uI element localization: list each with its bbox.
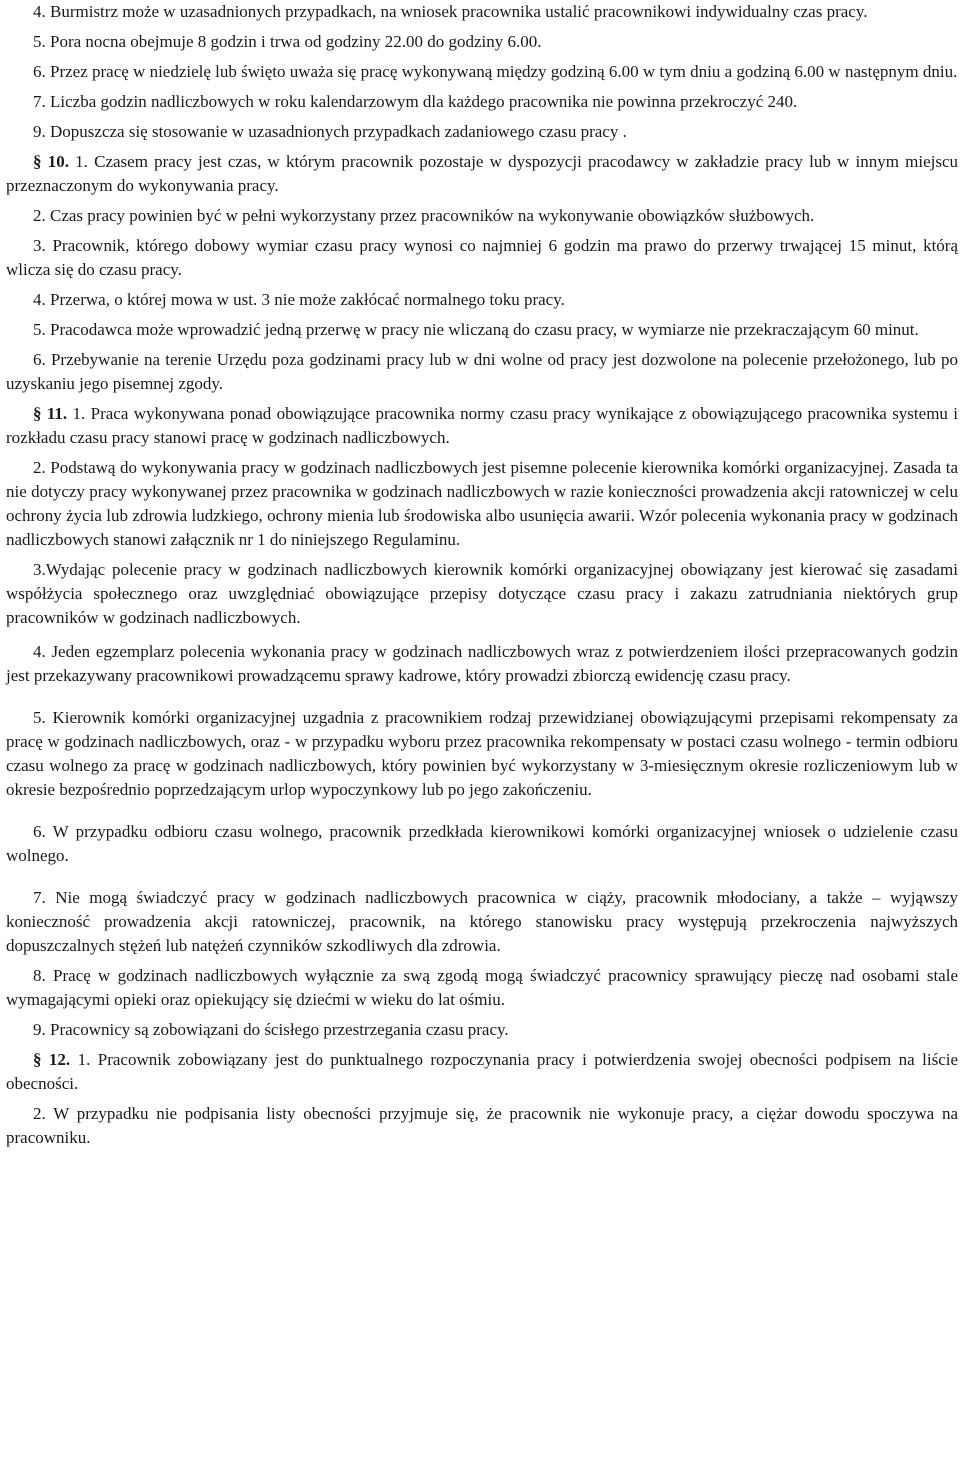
paragraph xyxy=(6,886,958,958)
paragraph-number: 7. xyxy=(33,888,46,907)
paragraph-text: Czasem pracy jest czas, w którym pracownik pozostaje w dyspozycji pracodawcy w zakładzie pracy lub w innym miejscu przeznaczonym do wykonywania pracy. xyxy=(6,152,959,195)
paragraph-number: 2. xyxy=(33,1104,46,1123)
paragraph-number: 9. xyxy=(33,122,46,141)
paragraph-text: W przypadku nie podpisania listy obecności przyjmuje się, że pracownik nie wykonuje pracy, a ciężar dowodu spoczywa na pracowniku. xyxy=(6,1104,958,1147)
paragraph-number: 1. xyxy=(70,1050,91,1069)
paragraph xyxy=(6,234,958,282)
paragraph xyxy=(6,640,958,688)
paragraph xyxy=(6,1018,958,1042)
section-number: § 12. xyxy=(33,1050,71,1069)
paragraph xyxy=(6,964,958,1012)
paragraph-number: 1. xyxy=(67,404,86,423)
paragraph-text: Przerwa, o której mowa w ust. 3 nie może zakłócać normalnego toku pracy. xyxy=(45,290,565,309)
paragraph-text: Praca wykonywana ponad obowiązujące pracownika normy czasu pracy wynikające z obowiązującego pracownika systemu i rozkładu czasu pracy stanowi pracę w godzinach nadliczbowych. xyxy=(6,404,958,447)
paragraph xyxy=(6,120,958,144)
paragraph xyxy=(6,456,958,552)
paragraph-text: Nie mogą świadczyć pracy w godzinach nadliczbowych pracownica w ciąży, pracownik młodociany, a także – wyjąwszy konieczność prowadzenia akcji ratowniczej, pracownik, na którego stanowisku pracy występują przekroczenia najwyższych dopuszczalnych stężeń lub natężeń czynników szkodliwych dla zdrowia. xyxy=(6,888,958,955)
paragraph-number: 3. xyxy=(33,560,46,579)
paragraph-text: Burmistrz może w uzasadnionych przypadkach, na wniosek pracownika ustalić pracownikowi indywidualny czas pracy. xyxy=(45,2,868,21)
paragraph xyxy=(6,348,958,396)
paragraph-text: Kierownik komórki organizacyjnej uzgadnia z pracownikiem rodzaj przewidzianej obowiązującymi przepisami rekompensaty za pracę w godzinach nadliczbowych, oraz - w przypadku wyboru przez pracownika rekompensaty w postaci czasu wolnego - termin odbioru czasu wolnego za pracę w godzinach nadliczbowych, który powinien być wykorzystany w 3-miesięcznym okresie rozliczeniowym lub w okresie bezpośrednio poprzedzającym urlop wypoczynkowy lub po jego zakończeniu. xyxy=(6,708,958,799)
paragraph-text: Pracę w godzinach nadliczbowych wyłącznie za swą zgodą mogą świadczyć pracownicy sprawujący pieczę nad osobami stale wymagającymi opieki oraz opiekujący się dziećmi w wieku do lat ośmiu. xyxy=(6,966,958,1009)
paragraph-text: Pracownik, którego dobowy wymiar czasu pracy wynosi co najmniej 6 godzin ma prawo do przerwy trwającej 15 minut, którą wlicza się do czasu pracy. xyxy=(6,236,958,279)
paragraph-number: 5. xyxy=(33,708,46,727)
section-number: § 10. xyxy=(33,152,69,171)
section-number: § 11. xyxy=(33,404,68,423)
paragraph xyxy=(6,90,958,114)
paragraph-text: Podstawą do wykonywania pracy w godzinach nadliczbowych jest pisemne polecenie kierownika komórki organizacyjnej. Zasada ta nie dotyczy pracy wykonywanej przez pracownika w godzinach nadliczbowych w razie konieczności prowadzenia akcji ratowniczej w celu ochrony życia lub zdrowia ludzkiego, ochrony mienia lub środowiska albo usunięcia awarii. Wzór polecenia wykonania pracy w godzinach nadliczbowych stanowi załącznik nr 1 do niniejszego Regulaminu. xyxy=(6,458,958,549)
paragraph xyxy=(6,150,958,198)
paragraph-number: 3. xyxy=(33,236,46,255)
paragraph-number: 9. xyxy=(33,1020,46,1039)
paragraph-text: W przypadku odbioru czasu wolnego, pracownik przedkłada kierownikowi komórki organizacyjnej wniosek o udzielenie czasu wolnego. xyxy=(6,822,958,865)
paragraph-number: 4. xyxy=(33,2,46,21)
paragraph-text: Pora nocna obejmuje 8 godzin i trwa od godziny 22.00 do godziny 6.00. xyxy=(45,32,542,51)
paragraph xyxy=(6,318,958,342)
paragraph xyxy=(6,1102,958,1150)
paragraph-number: 2. xyxy=(33,206,46,225)
paragraph xyxy=(6,706,958,802)
paragraph xyxy=(6,60,958,84)
paragraph xyxy=(6,288,958,312)
paragraph-text: Czas pracy powinien być w pełni wykorzystany przez pracowników na wykonywanie obowiązków służbowych. xyxy=(45,206,815,225)
paragraph-text: Dopuszcza się stosowanie w uzasadnionych przypadkach zadaniowego czasu pracy . xyxy=(45,122,627,141)
paragraph-number: 6. xyxy=(33,350,46,369)
paragraph-text: Liczba godzin nadliczbowych w roku kalendarzowym dla każdego pracownika nie powinna przekroczyć 240. xyxy=(45,92,798,111)
paragraph xyxy=(6,204,958,228)
paragraph-text: Przebywanie na terenie Urzędu poza godzinami pracy lub w dni wolne od pracy jest dozwolone na polecenie przełożonego, lub po uzyskaniu jego pisemnej zgody. xyxy=(6,350,958,393)
paragraph-number: 1. xyxy=(68,152,88,171)
paragraph-text: Wydając polecenie pracy w godzinach nadliczbowych kierownik komórki organizacyjnej obowiązany jest kierować się zasadami współżycia społecznego oraz uwzględniać obowiązujące przepisy dotyczące czasu pracy i zakazu zatrudniania niektórych grup pracowników w godzinach nadliczbowych. xyxy=(6,560,958,627)
paragraph-number: 8. xyxy=(33,966,46,985)
paragraph xyxy=(6,820,958,868)
paragraph-number: 4. xyxy=(33,290,46,309)
paragraph xyxy=(6,558,958,630)
paragraph-text: Przez pracę w niedzielę lub święto uważa się pracę wykonywaną między godziną 6.00 w tym dniu a godziną 6.00 w następnym dniu. xyxy=(45,62,958,81)
paragraph-number: 6. xyxy=(33,62,46,81)
paragraph xyxy=(6,0,958,24)
paragraph-number: 5. xyxy=(33,32,46,51)
paragraph-number: 4. xyxy=(33,642,46,661)
paragraph-number: 7. xyxy=(33,92,46,111)
paragraph-text: Pracownik zobowiązany jest do punktualnego rozpoczynania pracy i potwierdzenia swojej obecności podpisem na liście obecności. xyxy=(6,1050,959,1093)
paragraph-number: 2. xyxy=(33,458,46,477)
paragraph xyxy=(6,1048,958,1096)
paragraph-text: Pracodawca może wprowadzić jedną przerwę w pracy nie wliczaną do czasu pracy, w wymiarze nie przekraczającym 60 minut. xyxy=(45,320,919,339)
paragraph-text: Pracownicy są zobowiązani do ścisłego przestrzegania czasu pracy. xyxy=(45,1020,509,1039)
paragraph-number: 6. xyxy=(33,822,46,841)
paragraph xyxy=(6,30,958,54)
paragraph xyxy=(6,402,958,450)
paragraph-text: Jeden egzemplarz polecenia wykonania pracy w godzinach nadliczbowych wraz z potwierdzeniem ilości przepracowanych godzin jest przekazywany pracownikowi prowadzącemu sprawy kadrowe, który prowadzi zbiorczą ewidencję czasu pracy. xyxy=(6,642,958,685)
paragraph-number: 5. xyxy=(33,320,46,339)
